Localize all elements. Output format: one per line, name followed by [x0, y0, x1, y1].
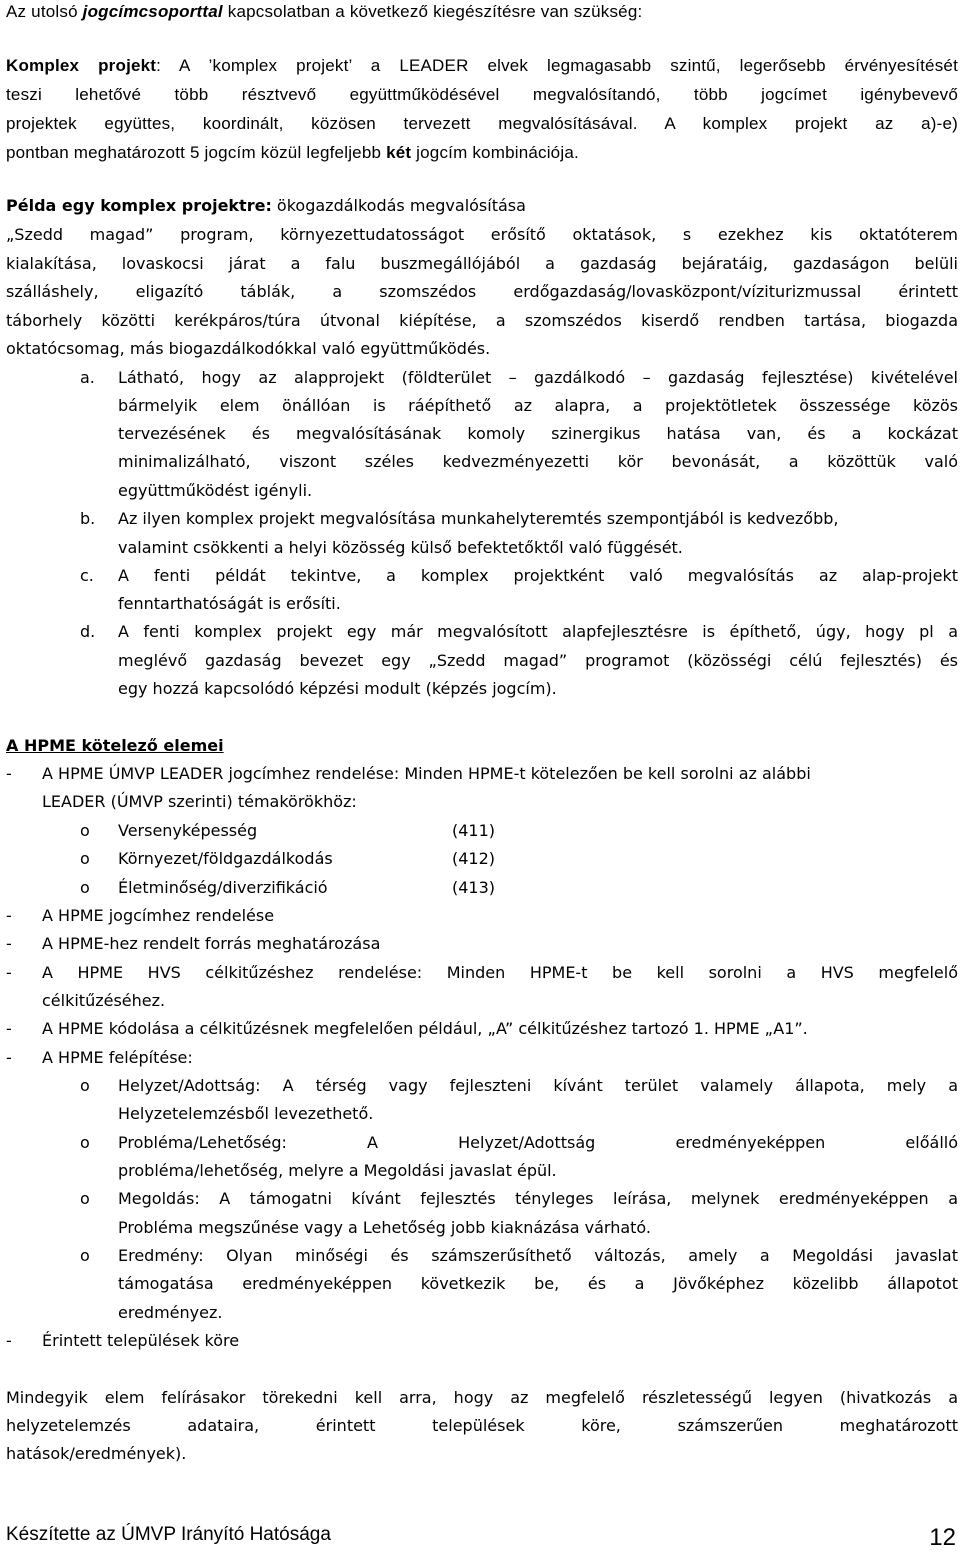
point-d-line-2: meglévő gazdaság bevezet egy „Szedd magad” programot (közösségi célú fejlesztés) és [118, 651, 958, 670]
structure-problem-marker: o [80, 1133, 90, 1152]
structure-result-line-2: támogatása eredményeképpen következik be, és a Jövőképhez közelibb állapotot [118, 1274, 958, 1293]
hpme-item6-text: A HPME felépítése: [42, 1048, 193, 1067]
hpme-item2-text: A HPME jogcímhez rendelése [42, 906, 275, 925]
page-number: 12 [929, 1524, 956, 1551]
point-a-line-2: bármelyik elem önállóan is ráépíthető az alapra, a projektötletek összessége közös [118, 396, 958, 415]
structure-solution-line-1: Megoldás: A támogatni kívánt fejlesztés tényleges leírása, melynek eredményeképpen a [118, 1189, 958, 1208]
structure-situation-marker: o [80, 1076, 90, 1095]
structure-solution-line-2: Probléma megszűnése vagy a Lehetőség jobb kiaknázása várható. [118, 1218, 652, 1237]
hpme-item1-line-1: A HPME ÚMVP LEADER jogcímhez rendelése: Minden HPME-t kötelezően be kell sorolni az alábbi [42, 764, 811, 783]
example-heading-bold: Példa egy komplex projektre: [6, 196, 272, 215]
complex-line-2: teszi lehetővé több résztvevő együttműködésével megvalósítandó, több jogcímet igénybevevő [6, 85, 958, 104]
point-b-line-2: valamint csökkenti a helyi közösség külső befektetőktől való függését. [118, 538, 683, 557]
complex-l1-rest: : A ’komplex projekt’ a LEADER elvek legmagasabb szintű, legerősebb érvényesítését [156, 56, 958, 75]
footer-author: Készítette az ÚMVP Irányító Hatósága [6, 1524, 331, 1545]
example-line-4: táborhely közötti kerékpáros/túra útvonal kiépítése, a szomszédos kiserdő rendben tartása, biogazda [6, 311, 958, 330]
intro-italic: jogcímcsoporttal [82, 2, 223, 21]
hpme-item4-line-2: célkitűzéséhez. [42, 991, 166, 1010]
hpme-item4-line-1: A HPME HVS célkitűzéshez rendelése: Minden HPME-t be kell sorolni a HVS megfelelő [42, 963, 958, 982]
hpme-item7-text: Érintett települések köre [42, 1331, 240, 1350]
closing-line-2: helyzetelemzés adataira, érintett települések köre, számszerűen meghatározott [6, 1416, 958, 1435]
topic-412-code: (412) [452, 849, 496, 868]
topic-413-code: (413) [452, 878, 496, 897]
structure-result-line-1: Eredmény: Olyan minőségi és számszerűsíthető változás, amely a Megoldási javaslat [118, 1246, 958, 1265]
example-line-5: oktatócsomag, más biogazdálkodókkal való együttműködés. [6, 339, 491, 358]
point-a-line-5: együttműködést igényli. [118, 481, 313, 500]
structure-problem-line-1: Probléma/Lehetőség: A Helyzet/Adottság eredményeképpen előálló [118, 1133, 958, 1152]
example-heading-rest: ökogazdálkodás megvalósítása [271, 196, 526, 215]
closing-line-3: hatások/eredmények). [6, 1444, 187, 1463]
structure-solution-marker: o [80, 1189, 90, 1208]
example-line-1: „Szedd magad” program, környezettudatosságot erősítő oktatások, s ezekhez kis oktatóterem [6, 225, 958, 244]
hpme-item5-text: A HPME kódolása a célkitűzésnek megfelelően például, „A” célkitűzéshez tartozó 1. HPME „A1”. [42, 1019, 808, 1038]
topic-412-label: Környezet/földgazdálkodás [118, 849, 333, 868]
topic-413-marker: o [80, 878, 90, 897]
topic-413-label: Életminőség/diverzifikáció [118, 878, 328, 897]
hpme-heading: A HPME kötelező elemei [6, 736, 224, 755]
hpme-item3-marker: - [6, 934, 12, 953]
point-c-marker: c. [80, 566, 94, 585]
structure-problem-line-2: probléma/lehetőség, melyre a Megoldási javaslat épül. [118, 1161, 557, 1180]
complex-l4-bold: két [386, 143, 412, 162]
example-line-3: szálláshely, eligazító táblák, a szomszédos erdőgazdaság/lovasközpont/víziturizmussal érintett [6, 282, 958, 301]
hpme-item4-marker: - [6, 963, 12, 982]
structure-situation-line-1: Helyzet/Adottság: A térség vagy fejleszteni kívánt terület valamely állapota, mely a [118, 1076, 958, 1095]
closing-line-1: Mindegyik elem felírásakor törekedni kell arra, hogy az megfelelő részletességű legyen (hivatkozás a [6, 1388, 958, 1407]
point-c-line-1: A fenti példát tekintve, a komplex projektként való megvalósítás az alap-projekt [118, 566, 958, 585]
example-heading [6, 196, 958, 215]
topic-411-label: Versenyképesség [118, 821, 258, 840]
point-a-line-3: tervezésének és megvalósításának komoly szinergikus hatása van, és a kockázat [118, 424, 958, 443]
hpme-item1-line-2: LEADER (ÚMVP szerinti) témakörökhöz: [42, 792, 357, 811]
intro-line [6, 2, 958, 22]
point-a-marker: a. [80, 368, 95, 387]
hpme-item7-marker: - [6, 1331, 12, 1350]
point-d-line-1: A fenti komplex projekt egy már megvalósított alapfejlesztésre is építhető, úgy, hogy pl a [118, 622, 958, 641]
topic-412-marker: o [80, 849, 90, 868]
structure-situation-line-2: Helyzetelemzésből levezethető. [118, 1104, 374, 1123]
hpme-item5-marker: - [6, 1019, 12, 1038]
intro-suffix: kapcsolatban a következő kiegészítésre van szükség: [222, 2, 643, 21]
point-a-line-4: minimalizálható, viszont széles kedvezményezetti kör bevonását, a közöttük való [118, 452, 958, 471]
complex-term: Komplex projekt [6, 56, 157, 75]
example-line-2: kialakítása, lovaskocsi járat a falu buszmegállójából a gazdaság bejáratáig, gazdaságon belüli [6, 254, 958, 273]
point-b-marker: b. [80, 509, 96, 528]
complex-l4-pre: pontban meghatározott 5 jogcím közül legfeljebb [6, 143, 387, 162]
complex-l4-post: jogcím kombinációja. [411, 143, 579, 162]
intro-prefix: Az utolsó [6, 2, 83, 21]
topic-411-marker: o [80, 821, 90, 840]
point-d-line-3: egy hozzá kapcsolódó képzési modult (képzés jogcím). [118, 679, 557, 698]
point-b-line-1: Az ilyen komplex projekt megvalósítása munkahelyteremtés szempontjából is kedvezőbb, [118, 509, 839, 528]
hpme-item1-marker: - [6, 764, 12, 783]
hpme-item6-marker: - [6, 1048, 12, 1067]
hpme-item2-marker: - [6, 906, 12, 925]
structure-result-marker: o [80, 1246, 90, 1265]
complex-line-3: projektek együttes, koordinált, közösen tervezett megvalósításával. A komplex projekt az a)-e) [6, 114, 958, 133]
point-d-marker: d. [80, 622, 96, 641]
complex-line-1 [6, 56, 958, 76]
hpme-item3-text: A HPME-hez rendelt forrás meghatározása [42, 934, 381, 953]
structure-result-line-3: eredményez. [118, 1303, 223, 1322]
point-a-line-1: Látható, hogy az alapprojekt (földterület – gazdálkodó – gazdaság fejlesztése) kivételével [118, 368, 958, 387]
topic-411-code: (411) [452, 821, 496, 840]
complex-line-4 [6, 143, 958, 163]
point-c-line-2: fenntarthatóságát is erősíti. [118, 594, 341, 613]
